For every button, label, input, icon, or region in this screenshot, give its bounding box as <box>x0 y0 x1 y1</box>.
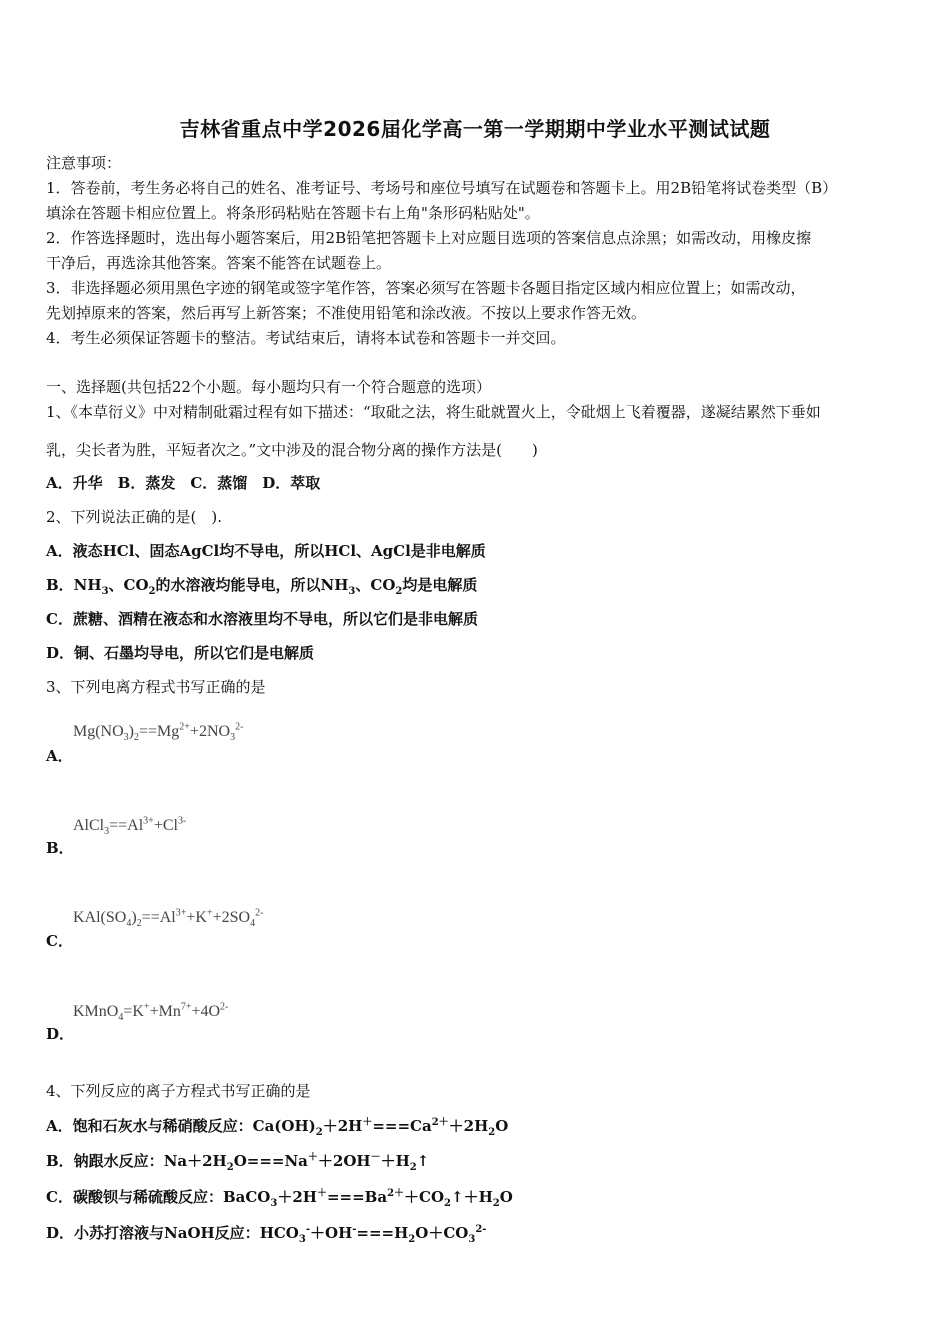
question-4-option-c: C．碳酸钡与稀硫酸反应：$BaCO_3+2H^+===Ba^{2+}+CO_2↑+H_2O$ <box>46 1188 513 1209</box>
notice-line: 2．作答选择题时，选出每小题答案后，用2B铅笔把答题卡上对应题目选项的答案信息点涂黑；如需改动，用橡皮擦 <box>46 229 812 247</box>
notice-line: 先划掉原来的答案，然后再写上新答案；不准使用铅笔和涂改液。不按以上要求作答无效。 <box>46 304 647 322</box>
question-2-option-c: C．蔗糖、酒精在液态和水溶液里均不导电，所以它们是非电解质 <box>46 610 478 628</box>
question-4-stem: 4、下列反应的离子方程式书写正确的是 <box>46 1082 311 1100</box>
question-3-label-c: C． <box>46 932 73 950</box>
question-4-option-a: A．饱和石灰水与稀硝酸反应：$Ca(OH)_2+2H^+===Ca^{2+}+2H_2O$ <box>46 1117 509 1138</box>
question-3-stem: 3、下列电离方程式书写正确的是 <box>46 678 266 696</box>
question-4-option-b: B．钠跟水反应：$Na+2H_2O===Na^++2OH^-+H_2↑$ <box>46 1152 430 1173</box>
question-3-label-b: B． <box>46 839 74 857</box>
section-heading: 一、选择题(共包括22个小题。每小题均只有一个符合题意的选项） <box>46 378 491 396</box>
notice-line: 干净后，再选涂其他答案。答案不能答在试题卷上。 <box>46 254 392 272</box>
question-2-option-d: D．铜、石墨均导电，所以它们是电解质 <box>46 644 315 662</box>
question-2-stem: 2、下列说法正确的是( ). <box>46 508 223 526</box>
question-1-stem: 1、《本草衍义》中对精制砒霜过程有如下描述：“取砒之法，将生砒就置火上，令砒烟上飞着覆器，遂凝结累然下垂如 <box>46 403 821 421</box>
notice-heading: 注意事项： <box>46 154 122 172</box>
notice-line: 填涂在答题卡相应位置上。将条形码粘贴在答题卡右上角"条形码粘贴处"。 <box>46 204 540 222</box>
question-2-option-b: B．$NH_3$、$CO_2$的水溶液均能导电，所以$NH_3$、$CO_2$均是电解质 <box>46 576 478 597</box>
question-3-formula-d: $KMnO_4=K^++Mn^{7+}+4O^{2-}$ <box>73 1001 229 1024</box>
question-4-option-d: D．小苏打溶液与NaOH反应：$HCO_3^-+OH^-===H_2O+CO_3^{2-}$ <box>46 1224 487 1245</box>
question-3-formula-a: $Mg(NO_3)_2==Mg^{2+}+2NO_3^{2-}$ <box>73 721 244 744</box>
question-3-formula-b: $AlCl_3==Al^{3+}+Cl^{3-}$ <box>73 815 187 838</box>
question-3-label-a: A． <box>46 747 73 765</box>
exam-title: 吉林省重点中学2026届化学高一第一学期期中学业水平测试试题 <box>179 117 771 141</box>
question-2-option-a: A．液态HCl、固态AgCl均不导电，所以HCl、AgCl是非电解质 <box>46 542 486 560</box>
question-3-formula-c: $KAl(SO_4)_2==Al^{3+}+K^++2SO_4^{2-}$ <box>73 907 264 930</box>
notice-line: 3．非选择题必须用黑色字迹的钢笔或签字笔作答，答案必须写在答题卡各题目指定区域内相应位置上；如需改动， <box>46 279 806 297</box>
question-1-options: A．升华 B．蒸发 C．蒸馏 D．萃取 <box>46 474 321 492</box>
question-1-stem-cont: 乳，尖长者为胜，平短者次之。”文中涉及的混合物分离的操作方法是( ) <box>46 441 538 459</box>
notice-line: 4．考生必须保证答题卡的整洁。考试结束后，请将本试卷和答题卡一并交回。 <box>46 329 566 347</box>
question-3-label-d: D． <box>46 1025 75 1043</box>
notice-line: 1．答卷前，考生务必将自己的姓名、准考证号、考场号和座位号填写在试题卷和答题卡上。用2B铅笔将试卷类型（B） <box>46 179 838 197</box>
